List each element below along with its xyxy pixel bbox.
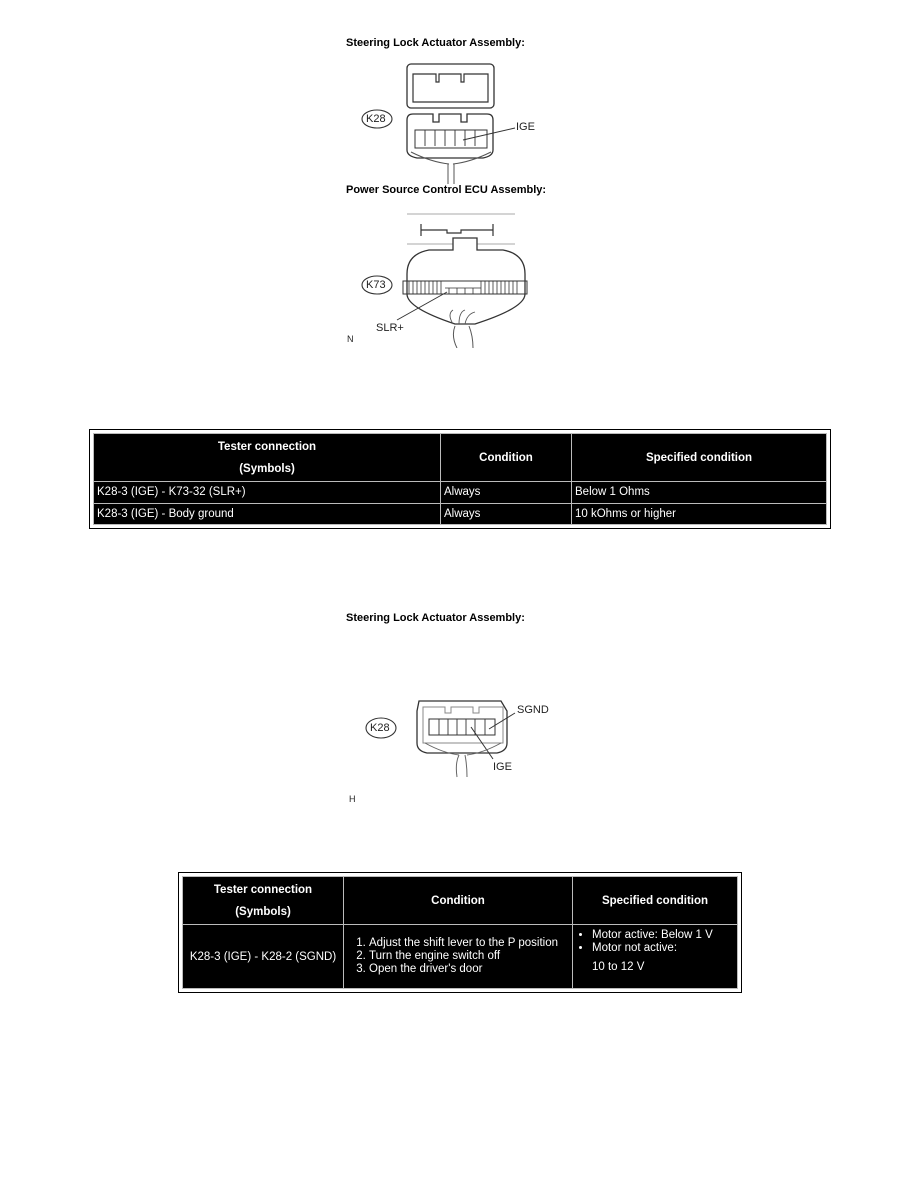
k73-connector-label: K73 bbox=[366, 279, 386, 291]
figure2-id: H bbox=[349, 794, 356, 804]
table-row bbox=[94, 482, 827, 504]
header-specified-condition: Specified condition bbox=[573, 877, 738, 925]
header-tester-connection bbox=[183, 877, 344, 925]
cell-condition-steps bbox=[344, 925, 573, 989]
header-specified-condition: Specified condition bbox=[572, 434, 827, 482]
condition-step: 3. Open the driver's door bbox=[369, 963, 569, 976]
condition-step: 2. Turn the engine switch off bbox=[369, 950, 569, 963]
header-condition: Condition bbox=[344, 877, 573, 925]
specified-bullet: • Motor not active: bbox=[592, 942, 734, 955]
header-tester-line1: Tester connection bbox=[217, 440, 317, 453]
cell-tester: K28-3 (IGE) - K28-2 (SGND) bbox=[183, 925, 344, 989]
cell-tester: K28-3 (IGE) - K73-32 (SLR+) bbox=[94, 482, 441, 504]
table-row bbox=[183, 925, 738, 989]
figure2-caption: Steering Lock Actuator Assembly: bbox=[346, 612, 525, 624]
k28-connector-label: K28 bbox=[366, 113, 386, 125]
cell-specified: Below 1 Ohms bbox=[572, 482, 827, 504]
cell-specified bbox=[573, 925, 738, 989]
cell-condition: Always bbox=[441, 503, 572, 525]
figure1-id: N bbox=[347, 334, 354, 344]
resistance-test-table bbox=[90, 430, 830, 528]
header-tester-line2: (Symbols) bbox=[235, 905, 291, 918]
cell-condition: Always bbox=[441, 482, 572, 504]
specified-bullet: • Motor active: Below 1 V bbox=[592, 929, 734, 942]
sgnd-pin-label: SGND bbox=[517, 704, 549, 716]
table-row bbox=[94, 503, 827, 525]
k28-connector-diagram bbox=[355, 58, 575, 188]
cell-specified: 10 kOhms or higher bbox=[572, 503, 827, 525]
cell-tester: K28-3 (IGE) - Body ground bbox=[94, 503, 441, 525]
header-tester-connection bbox=[94, 434, 441, 482]
header-tester-line2: (Symbols) bbox=[239, 462, 295, 475]
k28-connector-label-2: K28 bbox=[370, 722, 390, 734]
table-header-row bbox=[94, 434, 827, 482]
header-condition: Condition bbox=[441, 434, 572, 482]
header-tester-line1: Tester connection bbox=[213, 883, 313, 896]
specified-bullet-list bbox=[576, 929, 734, 955]
table-header-row bbox=[183, 877, 738, 925]
specified-voltage-range: 10 to 12 V bbox=[592, 961, 645, 973]
condition-step: 1. Adjust the shift lever to the P position bbox=[369, 937, 569, 950]
condition-step-list bbox=[347, 937, 569, 976]
ige-pin-label-2: IGE bbox=[493, 761, 512, 773]
figure1-caption-top: Steering Lock Actuator Assembly: bbox=[346, 37, 525, 49]
ige-pin-label: IGE bbox=[516, 121, 535, 133]
figure1-caption-bottom: Power Source Control ECU Assembly: bbox=[346, 184, 547, 196]
voltage-test-table bbox=[179, 873, 741, 992]
slr-plus-pin-label: SLR+ bbox=[376, 322, 404, 334]
